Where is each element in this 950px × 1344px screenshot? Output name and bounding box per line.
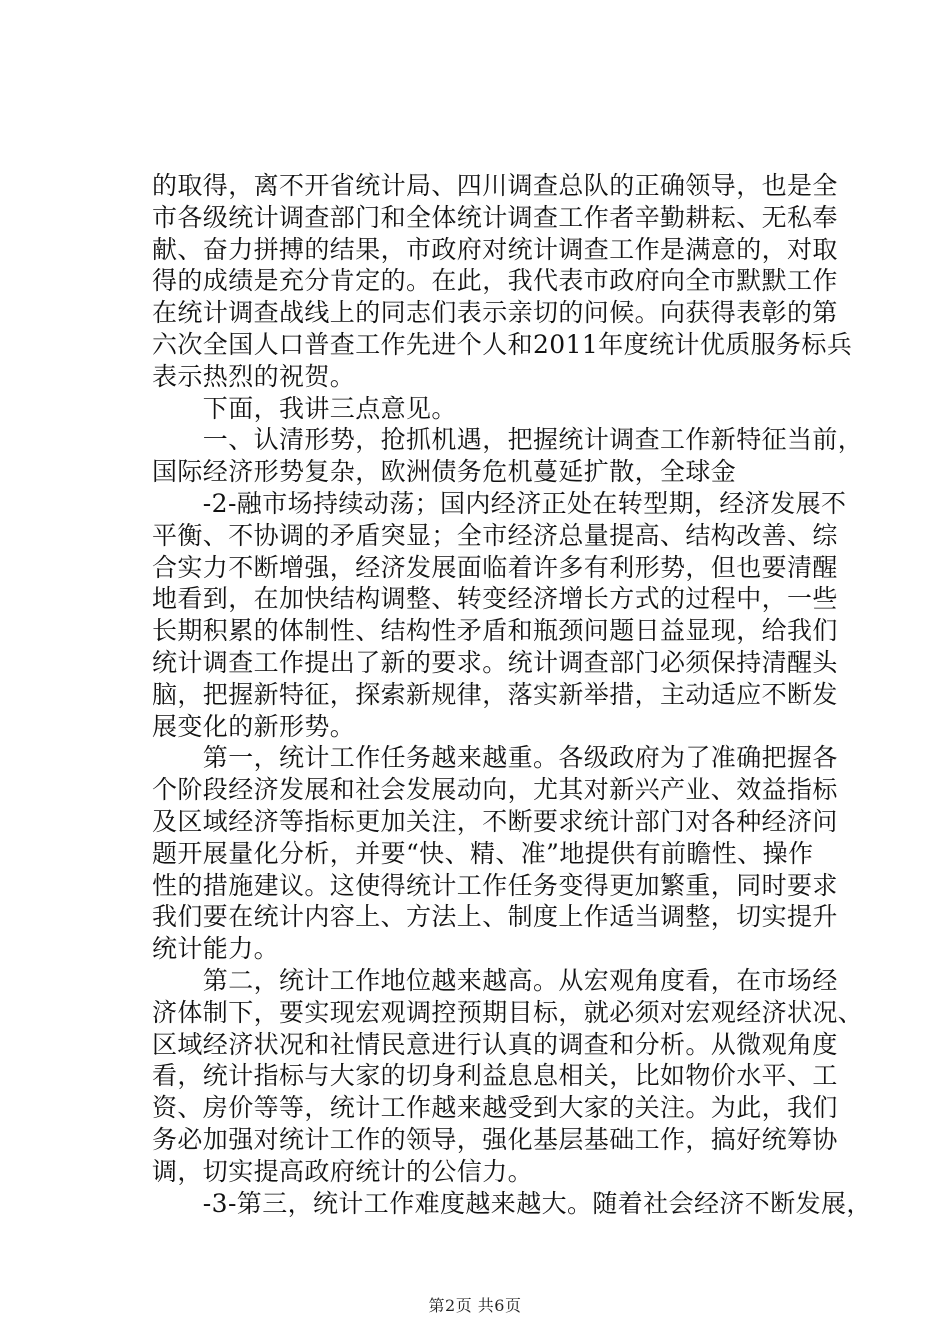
text-line: 统计能力。 [152,934,280,964]
text-line: 展变化的新形势。 [152,711,356,741]
text-line: 第二，统计工作地位越来越高。从宏观角度看，在市场经 [152,965,838,995]
text-line: 地看到，在加快结构调整、转变经济增长方式的过程中，一些 [152,584,838,614]
text-line: 统计调查工作提出了新的要求。统计调查部门必须保持清醒头 [152,647,838,677]
text-line: 得的成绩是充分肯定的。在此，我代表市政府向全市默默工作 [152,266,838,296]
text-line: -2-融市场持续动荡；国内经济正处在转型期，经济发展不 [152,488,847,518]
text-line: 下面，我讲三点意见。 [152,393,457,423]
text-line: 一、认清形势，抢抓机遇，把握统计调查工作新特征当前， [152,425,864,455]
text-line: 的取得，离不开省统计局、四川调查总队的正确领导，也是全 [152,171,838,200]
text-line: 献、奋力拼搏的结果，市政府对统计调查工作是满意的，对取 [152,234,838,264]
text-line: 区域经济状况和社情民意进行认真的调查和分析。从微观角度 [152,1029,838,1059]
text-line: 表示热烈的祝贺。 [152,361,356,391]
text-line: 题开展量化分析，并要“快、精、准”地提供有前瞻性、操作 [152,838,814,868]
text-line: 合实力不断增强，经济发展面临着许多有利形势，但也要清醒 [152,552,838,582]
text-line: 看，统计指标与大家的切身利益息息相关，比如物价水平、工 [152,1061,838,1091]
text-line: 务必加强对统计工作的领导，强化基层基础工作，搞好统筹协 [152,1124,838,1154]
text-line: 在统计调查战线上的同志们表示亲切的问候。向获得表彰的第 [152,298,838,328]
text-line: 我们要在统计内容上、方法上、制度上作适当调整，切实提升 [152,902,838,932]
text-line: -3-第三，统计工作难度越来越大。随着社会经济不断发展， [152,1188,872,1218]
text-line: 资、房价等等，统计工作越来越受到大家的关注。为此，我们 [152,1093,838,1123]
text-line: 性的措施建议。这使得统计工作任务变得更加繁重，同时要求 [152,870,838,900]
text-line: 济体制下，要实现宏观调控预期目标，就必须对宏观经济状况、 [152,997,864,1027]
page-footer: 第2页 共6页 [428,1296,522,1315]
text-line: 市各级统计调查部门和全体统计调查工作者辛勤耕耘、无私奉 [152,202,838,232]
text-line: 脑，把握新特征，探索新规律，落实新举措，主动适应不断发 [152,679,838,709]
text-line: 长期积累的体制性、结构性矛盾和瓶颈问题日益显现，给我们 [152,616,838,646]
text-line: 调，切实提高政府统计的公信力。 [152,1156,534,1186]
document-body [152,170,872,1219]
text-line: 国际经济形势复杂，欧洲债务危机蔓延扩散，全球金 [152,457,737,487]
text-line: 个阶段经济发展和社会发展动向，尤其对新兴产业、效益指标 [152,775,838,805]
text-line: 及区域经济等指标更加关注，不断要求统计部门对各种经济问 [152,806,838,836]
text-line: 平衡、不协调的矛盾突显；全市经济总量提高、结构改善、综 [152,520,838,550]
text-line: 六次全国人口普查工作先进个人和2011年度统计优质服务标兵 [152,329,853,359]
text-line: 第一，统计工作任务越来越重。各级政府为了准确把握各 [152,743,838,773]
